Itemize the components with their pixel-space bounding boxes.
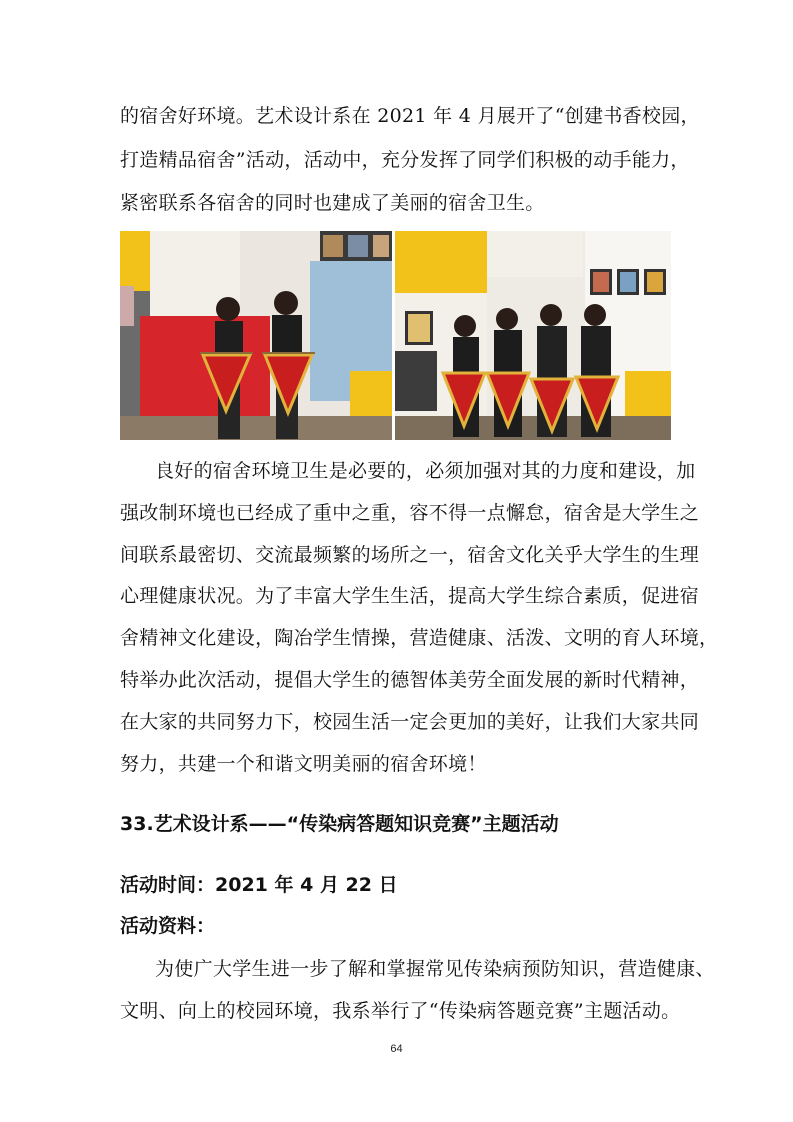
text-line: 特举办此次活动，提倡大学生的德智体美劳全面发展的新时代精神， — [120, 669, 700, 691]
text-line: 强改制环境也已经成了重中之重，容不得一点懈怠，宿舍是大学生之 — [120, 502, 700, 524]
text-line: 文明、向上的校园环境，我系举行了“传染病答题竞赛”主题活动。 — [120, 1000, 681, 1022]
text-line: 为使广大学生进一步了解和掌握常见传染病预防知识，营造健康、 — [155, 958, 715, 980]
text-line: 的宿舍好环境。艺术设计系在 2021 年 4 月展开了“创建书香校园， — [120, 105, 700, 127]
page-number: 64 — [390, 1043, 403, 1055]
photo-left — [120, 231, 392, 440]
section-heading: 33.艺术设计系——“传染病答题知识竞赛”主题活动 — [120, 813, 559, 835]
activity-time: 活动时间：2021 年 4 月 22 日 — [120, 874, 398, 896]
text-line: 良好的宿舍环境卫生是必要的，必须加强对其的力度和建设，加 — [155, 460, 696, 482]
text-line: 心理健康状况。为了丰富大学生生活，提高大学生综合素质，促进宿 — [120, 585, 700, 607]
text-line: 打造精品宿舍”活动，活动中，充分发挥了同学们积极的动手能力， — [120, 149, 690, 171]
text-line: 紧密联系各宿舍的同时也建成了美丽的宿舍卫生。 — [120, 192, 545, 214]
photo-right — [395, 231, 671, 440]
text-line: 舍精神文化建设，陶冶学生情操，营造健康、活泼、文明的育人环境， — [120, 627, 719, 649]
text-line: 间联系最密切、交流最频繁的场所之一，宿舍文化关乎大学生的生理 — [120, 544, 700, 566]
text-line: 努力，共建一个和谐文明美丽的宿舍环境！ — [120, 753, 487, 775]
text-line: 在大家的共同努力下，校园生活一定会更加的美好，让我们大家共同 — [120, 711, 700, 733]
activity-material-label: 活动资料： — [120, 915, 216, 937]
